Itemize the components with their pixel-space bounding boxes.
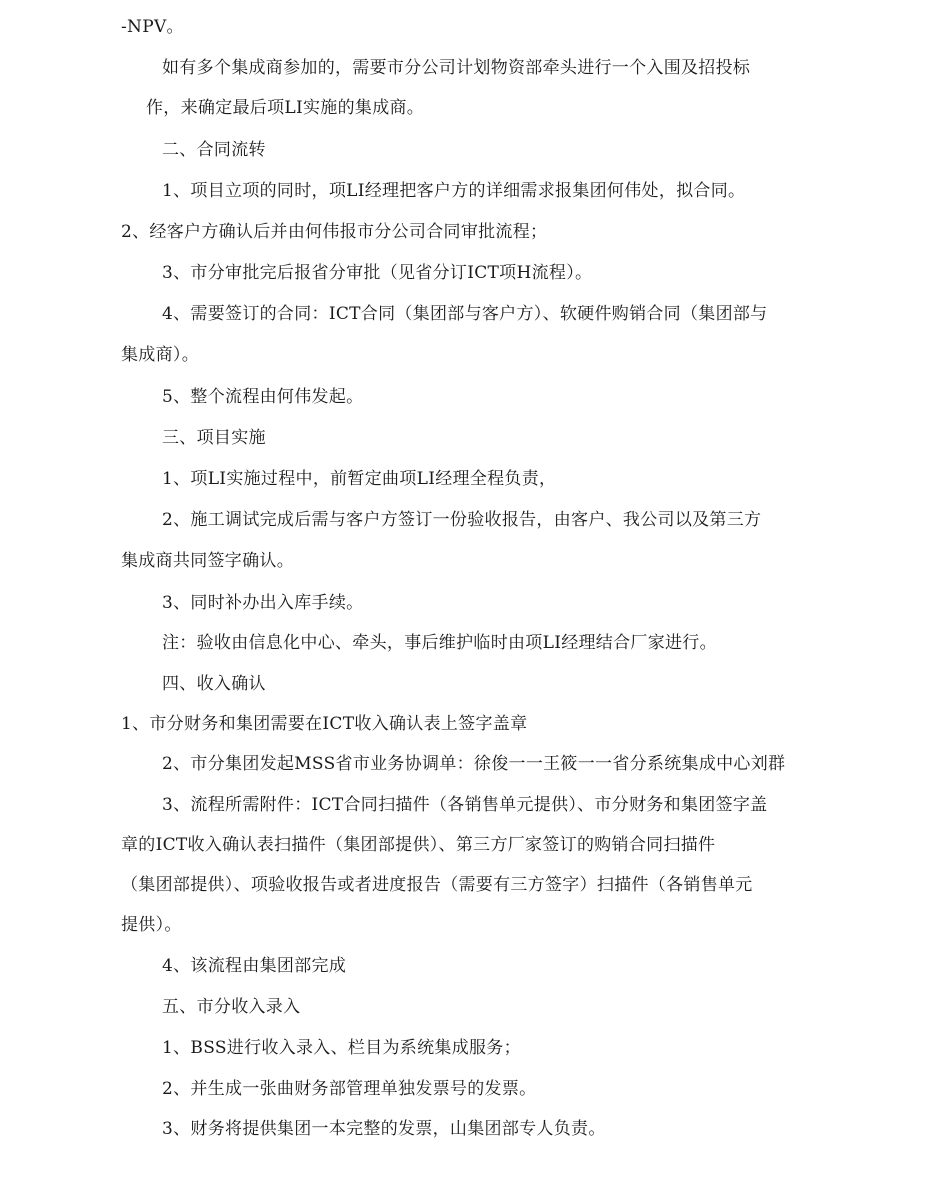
text-line: 5、整个流程由何伟发起。 xyxy=(162,387,364,407)
text-line: 2、经客户方确认后并由何伟报市分公司合同审批流程； xyxy=(121,222,548,242)
text-line: 1、项目立项的同时，项LI经理把客户方的详细需求报集团何伟处，拟合同。 xyxy=(162,181,746,201)
text-line: 2、并生成一张曲财务部管理单独发票号的发票。 xyxy=(162,1079,537,1099)
text-line: 3、市分审批完后报省分审批（见省分订ICT项H流程）。 xyxy=(162,263,593,283)
section-heading: 二、合同流转 xyxy=(162,140,266,160)
text-line: 3、同时补办出入库手续。 xyxy=(162,593,364,613)
text-line: 4、该流程由集团部完成 xyxy=(162,956,347,976)
text-line: 4、需要签订的合同：ICT合同（集团部与客户方）、软硬件购销合同（集团部与 xyxy=(162,304,768,324)
text-line: 3、财务将提供集团一本完整的发票，山集团部专人负责。 xyxy=(162,1119,606,1139)
text-line: 2、施工调试完成后需与客户方签订一份验收报告，由客户、我公司以及第三方 xyxy=(162,510,762,530)
section-heading: 五、市分收入录入 xyxy=(162,997,301,1017)
note-line: 注：验收由信息化中心、牵头，事后维护临时由项LI经理结合厂家进行。 xyxy=(162,633,717,653)
text-line: 1、项LI实施过程中，前暂定曲项LI经理全程负责， xyxy=(162,469,557,489)
text-line: （集团部提供）、项验收报告或者进度报告（需要有三方签字）扫描件（各销售单元 xyxy=(121,875,753,895)
section-heading: 四、收入确认 xyxy=(162,674,266,694)
text-line: 提供）。 xyxy=(121,915,182,935)
text-line: 1、BSS进行收入录入、栏目为系统集成服务； xyxy=(162,1038,521,1058)
text-line: 3、流程所需附件：ICT合同扫描件（各销售单元提供）、市分财务和集团签字盖 xyxy=(162,795,768,815)
text-line: 集成商共同签字确认。 xyxy=(121,551,294,571)
text-line: 1、市分财务和集团需要在ICT收入确认表上签字盖章 xyxy=(121,714,528,734)
text-line: -NPV。 xyxy=(121,17,184,37)
text-line: 作，来确定最后项LI实施的集成商。 xyxy=(146,98,425,118)
text-line: 2、市分集团发起MSS省市业务协调单：徐俊一一王筱一一省分系统集成中心刘群 xyxy=(162,754,786,774)
text-line: 集成商）。 xyxy=(121,345,199,365)
section-heading: 三、项目实施 xyxy=(162,428,266,448)
text-line: 章的ICT收入确认表扫描件（集团部提供）、第三方厂家签订的购销合同扫描件 xyxy=(121,835,716,855)
text-line: 如有多个集成商参加的，需要市分公司计划物资部牵头进行一个入围及招投标 xyxy=(162,58,751,78)
